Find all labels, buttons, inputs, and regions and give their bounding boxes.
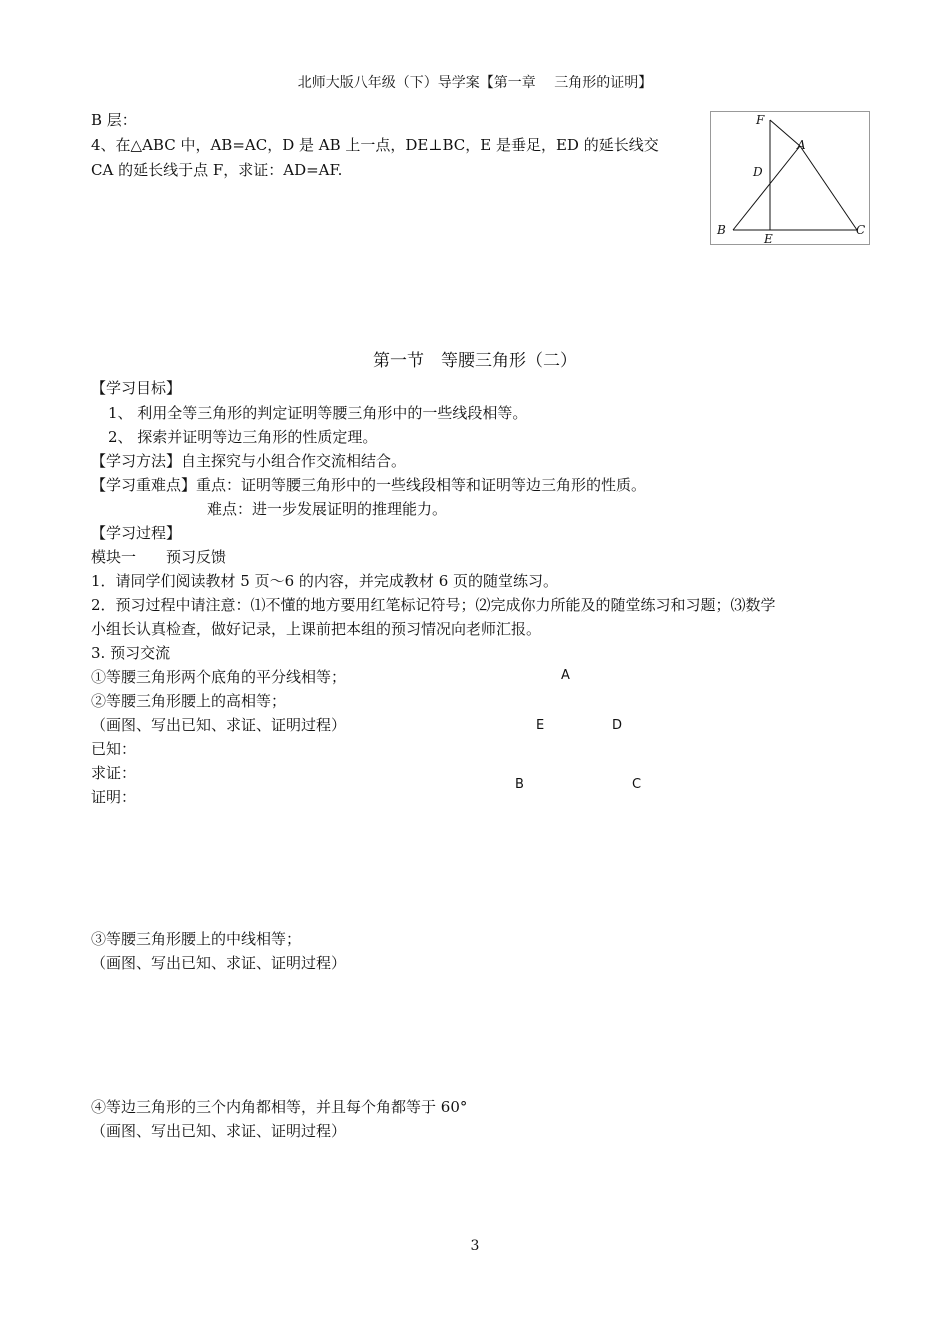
b-level-label: B 层： (91, 111, 137, 129)
triangle-figure (710, 111, 870, 245)
problem-4-line1: 4、在△ABC 中，AB=AC，D 是 AB 上一点，DE⊥BC，E 是垂足，ED 的延长线交 (91, 136, 659, 154)
prove-label: 求证： (91, 764, 137, 782)
process-heading: 【学习过程】 (91, 524, 182, 542)
label-E: E (764, 232, 773, 244)
step-2-line1: 2．预习过程中请注意：⑴不懂的地方要用红笔标记符号；⑵完成你力所能及的随堂练习和习题；⑶数学 (91, 596, 776, 614)
module-1: 模块一 预习反馈 (91, 548, 227, 566)
known-label: 已知： (91, 740, 137, 758)
label-F: F (756, 113, 765, 127)
fig2-label-C: C (632, 777, 642, 792)
fig2-label-A: A (561, 668, 570, 683)
difficulty: 难点：进一步发展证明的推理能力。 (207, 500, 448, 518)
problem-4-line2: CA 的延长线于点 F，求证：AD=AF. (91, 161, 343, 179)
fig2-label-E: E (536, 718, 545, 733)
item-1: ①等腰三角形两个底角的平分线相等； (91, 668, 347, 686)
goal-2: 2、 探索并证明等边三角形的性质定理。 (108, 428, 378, 446)
instruction-3: （画图、写出已知、求证、证明过程） (91, 954, 347, 972)
section-title: 第一节 等腰三角形（二） (373, 351, 577, 371)
label-B: B (717, 223, 726, 237)
fig2-label-B: B (515, 777, 524, 792)
page-header: 北师大版八年级（下）导学案【第一章 三角形的证明】 (297, 75, 653, 91)
item-3: ③等腰三角形腰上的中线相等； (91, 930, 302, 948)
learning-method: 【学习方法】自主探究与小组合作交流相结合。 (91, 452, 407, 470)
goal-1: 1、 利用全等三角形的判定证明等腰三角形中的一些线段相等。 (108, 404, 528, 422)
label-D: D (753, 165, 763, 179)
label-C: C (856, 223, 866, 237)
step-2-line2: 小组长认真检查，做好记录，上课前把本组的预习情况向老师汇报。 (91, 620, 542, 638)
page-number: 3 (470, 1238, 480, 1254)
item-2: ②等腰三角形腰上的高相等； (91, 692, 287, 710)
instruction-2: （画图、写出已知、求证、证明过程） (91, 716, 347, 734)
proof-label: 证明： (91, 788, 137, 806)
key-points: 【学习重难点】重点：证明等腰三角形中的一些线段相等和证明等边三角形的性质。 (91, 476, 647, 494)
goals-heading: 【学习目标】 (91, 379, 182, 397)
item-4: ④等边三角形的三个内角都相等，并且每个角都等于 60° (91, 1098, 468, 1116)
step-3: 3. 预习交流 (91, 644, 171, 662)
step-1: 1．请同学们阅读教材 5 页～6 的内容，并完成教材 6 页的随堂练习。 (91, 572, 559, 590)
label-A: A (797, 138, 806, 152)
fig2-label-D: D (612, 718, 623, 733)
instruction-4: （画图、写出已知、求证、证明过程） (91, 1122, 347, 1140)
